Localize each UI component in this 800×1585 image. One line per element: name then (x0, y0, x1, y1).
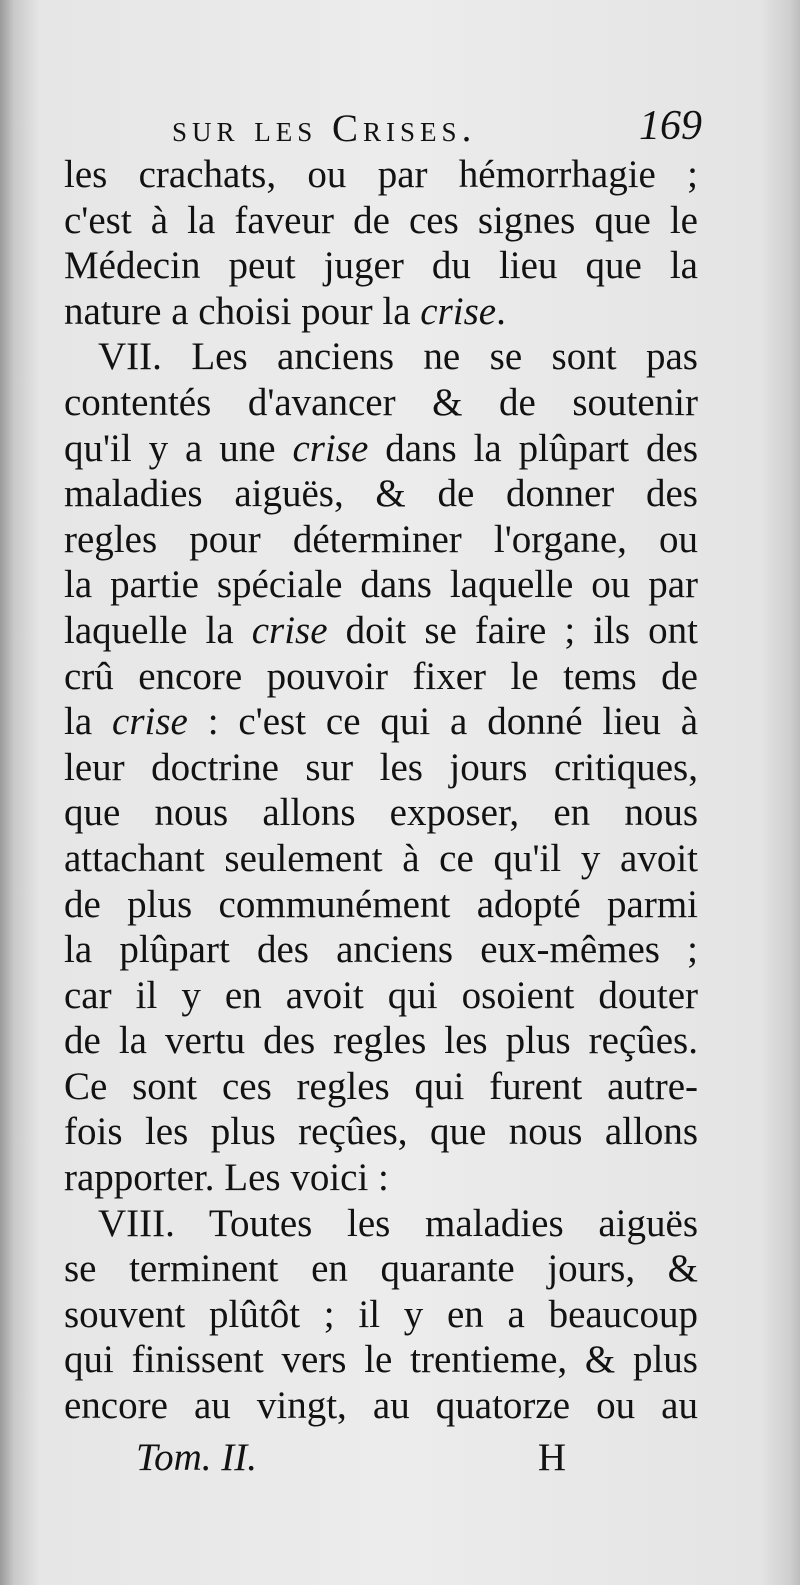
text-line-11 (64, 608, 698, 654)
text-line-7-end: dans la plûpart des (385, 426, 699, 470)
text-line-20: de la vertu des regles les plus reçûes. (64, 1019, 698, 1063)
italic-word-crise: crise (251, 608, 328, 652)
italic-word-crise: crise (112, 700, 188, 744)
text-line-4-start: nature a choisi pour la (64, 289, 411, 333)
page-footer (136, 1435, 566, 1485)
text-line-13 (64, 699, 698, 745)
text-line-18: la plûpart des anciens eux-mêmes ; (64, 928, 698, 972)
gathering-signature: H (537, 1436, 566, 1479)
text-line-1: les crachats, ou par hémorrhagie ; (64, 153, 698, 196)
text-line-11-start: laquelle la (64, 608, 234, 652)
text-line-10: la partie spéciale dans laquelle ou par (64, 563, 698, 607)
text-line-4-end: . (496, 289, 506, 333)
text-line-16: attachant seulement à ce qu'il y avoit (64, 836, 698, 880)
running-title: sur les Crises. (172, 107, 477, 150)
text-line-9: regles pour déterminer l'organe, ou (64, 517, 698, 561)
body-text (64, 152, 698, 1429)
text-line-28: encore au vingt, au quatorze ou au (64, 1384, 698, 1428)
text-line-6: contentés d'avancer & de soutenir (64, 380, 698, 424)
text-line-17: de plus communément adopté parmi (64, 882, 698, 926)
volume-signature: Tom. II. (136, 1436, 257, 1479)
text-line-7 (64, 426, 698, 472)
text-line-23: rapporter. Les voici : (64, 1156, 389, 1200)
italic-word-crise: crise (292, 426, 369, 470)
text-line-11-end: doit se faire ; ils ont (345, 608, 699, 652)
text-line-3: Médecin peut juger du lieu que la (64, 244, 698, 288)
text-line-21: Ce sont ces regles qui furent autre- (64, 1064, 698, 1108)
text-line-25: se terminent en quarante jours, & (64, 1247, 698, 1291)
text-line-14: leur doctrine sur les jours critiques, (64, 745, 698, 789)
text-line-15: que nous allons exposer, en nous (64, 791, 698, 835)
text-line-4 (64, 289, 698, 335)
text-line-26: souvent plûtôt ; il y en a beaucoup (64, 1292, 698, 1336)
text-line-5: VII. Les anciens ne se sont pas (98, 335, 698, 379)
text-line-19: car il y en avoit qui osoient douter (64, 973, 698, 1017)
text-line-12: crû encore pouvoir fixer le tems de (64, 654, 698, 698)
text-line-13-start: la (64, 700, 93, 744)
text-line-7-start: qu'il y a une (64, 426, 276, 470)
text-line-22: fois les plus reçûes, que nous allons (64, 1110, 698, 1154)
text-line-8: maladies aiguës, & de donner des (64, 472, 698, 516)
page-number: 169 (639, 103, 702, 149)
text-line-24: VIII. Toutes les maladies aiguës (98, 1201, 698, 1245)
italic-word-crise: crise (420, 289, 497, 333)
text-line-13-end: : c'est ce qui a donné lieu à (207, 700, 699, 744)
text-line-2: c'est à la faveur de ces signes que le (64, 198, 698, 242)
text-line-27: qui finissent vers le trentieme, & plus (64, 1338, 698, 1382)
